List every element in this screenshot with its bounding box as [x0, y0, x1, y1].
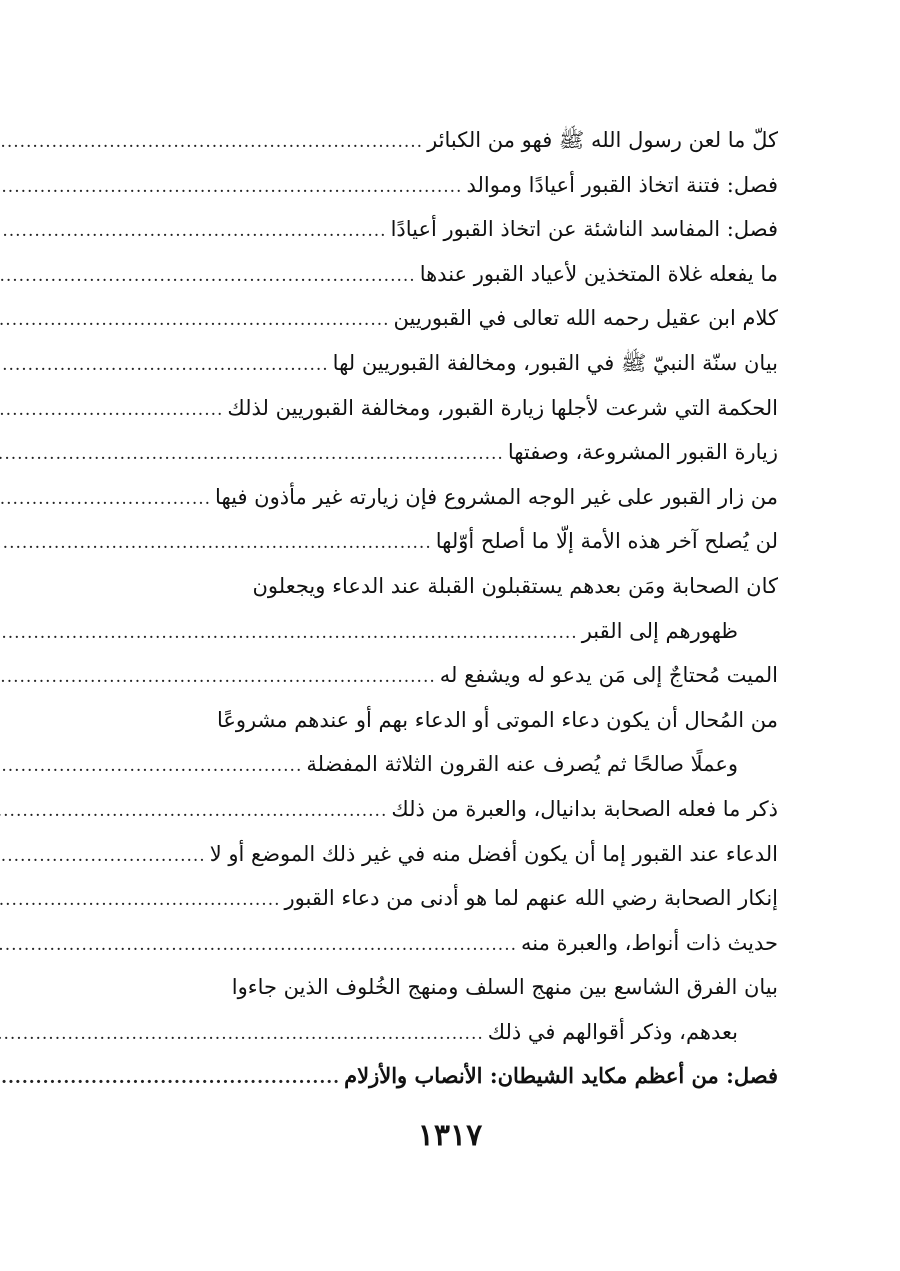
toc-entry-title: بيان سنّة النبيّ ﷺ في القبور، ومخالفة القبوريين لها — [332, 350, 778, 375]
toc-entry-title: كلّ ما لعن رسول الله ﷺ فهو من الكبائر — [427, 128, 778, 152]
dot-leader — [0, 744, 306, 789]
toc-entry — [130, 475, 778, 520]
dot-leader — [0, 388, 227, 433]
toc-entry — [130, 876, 778, 921]
toc-entry — [130, 118, 778, 163]
toc-entry — [130, 386, 778, 431]
toc-entry-title: كان الصحابة ومَن بعدهم يستقبلون القبلة عند الدعاء ويجعلون — [252, 573, 778, 598]
toc-entry-title: لن يُصلح آخر هذه الأمة إلّا ما أصلح أوّلها — [435, 529, 778, 554]
toc-entry — [130, 921, 778, 966]
dot-leader — [0, 878, 285, 923]
toc-entry-title: وعملًا صالحًا ثم يُصرف عنه القرون الثلاثة المفضلة — [306, 752, 738, 777]
dot-leader — [0, 120, 427, 165]
toc-entry — [130, 787, 778, 832]
dot-leader — [0, 343, 333, 388]
dot-leader — [0, 1056, 344, 1101]
toc-entry-title: من زار القبور على غير الوجه المشروع فإن زيارته غير مأذون فيها — [215, 484, 778, 509]
toc-entry — [130, 965, 778, 1010]
toc-entry-title: من المُحال أن يكون دعاء الموتى أو الدعاء بهم أو عندهم مشروعًا — [216, 707, 778, 732]
toc-entry-title: الميت مُحتاجٌ إلى مَن يدعو له ويشفع له — [439, 663, 778, 688]
dot-leader — [0, 834, 210, 879]
toc-entry-title: حديث ذات أنواط، والعبرة منه — [521, 930, 778, 955]
dot-leader — [0, 923, 521, 968]
page-number: ١٣١٧ — [417, 1118, 483, 1153]
dot-leader — [0, 298, 394, 343]
dot-leader — [0, 789, 391, 834]
dot-leader — [0, 655, 440, 700]
toc-entry-title: ذكر ما فعله الصحابة بدانيال، والعبرة من ذلك — [391, 796, 778, 821]
toc-entry — [130, 1010, 778, 1055]
toc-entry-title: ظهورهم إلى القبر — [581, 618, 738, 643]
dot-leader — [0, 477, 215, 522]
toc-entry — [130, 341, 778, 386]
dot-leader — [0, 432, 508, 477]
toc-entry — [130, 698, 778, 743]
toc-entry — [130, 564, 778, 609]
toc-entry-title: بيان الفرق الشاسع بين منهج السلف ومنهج الخُلوف الذين جاءوا — [231, 975, 778, 1000]
dot-leader — [0, 521, 436, 566]
dot-leader — [0, 1012, 488, 1057]
toc-entry — [130, 1054, 778, 1099]
toc-entry-title: فصل: المفاسد الناشئة عن اتخاذ القبور أعيادًا — [390, 217, 778, 242]
dot-leader — [0, 165, 466, 210]
toc-entry — [130, 296, 778, 341]
toc-entry-title: بعدهم، وذكر أقوالهم في ذلك — [487, 1019, 738, 1044]
toc-entry-title: فصل: من أعظم مكايد الشيطان: الأنصاب والأزلام — [344, 1063, 778, 1089]
toc-entry — [130, 252, 778, 297]
table-of-contents — [130, 118, 778, 1099]
toc-entry — [130, 207, 778, 252]
toc-entry-title: الحكمة التي شرعت لأجلها زيارة القبور، ومخالفة القبوريين لذلك — [227, 395, 778, 420]
toc-entry — [130, 832, 778, 877]
toc-entry — [130, 609, 778, 654]
toc-entry — [130, 653, 778, 698]
toc-entry — [130, 742, 778, 787]
toc-entry-title: إنكار الصحابة رضي الله عنهم لما هو أدنى من دعاء القبور — [284, 886, 778, 911]
toc-entry-title: كلام ابن عقيل رحمه الله تعالى في القبوريين — [393, 306, 778, 331]
toc-entry-title: ما يفعله غلاة المتخذين لأعياد القبور عندها — [419, 261, 778, 286]
toc-entry-title: فصل: فتنة اتخاذ القبور أعيادًا وموالد — [466, 172, 778, 197]
dot-leader — [0, 209, 391, 254]
dot-leader — [0, 611, 582, 656]
toc-entry — [130, 430, 778, 475]
toc-entry — [130, 519, 778, 564]
toc-entry-title: الدعاء عند القبور إما أن يكون أفضل منه في غير ذلك الموضع أو لا — [209, 841, 778, 866]
dot-leader — [0, 254, 420, 299]
toc-entry — [130, 163, 778, 208]
toc-entry-title: زيارة القبور المشروعة، وصفتها — [507, 440, 778, 465]
